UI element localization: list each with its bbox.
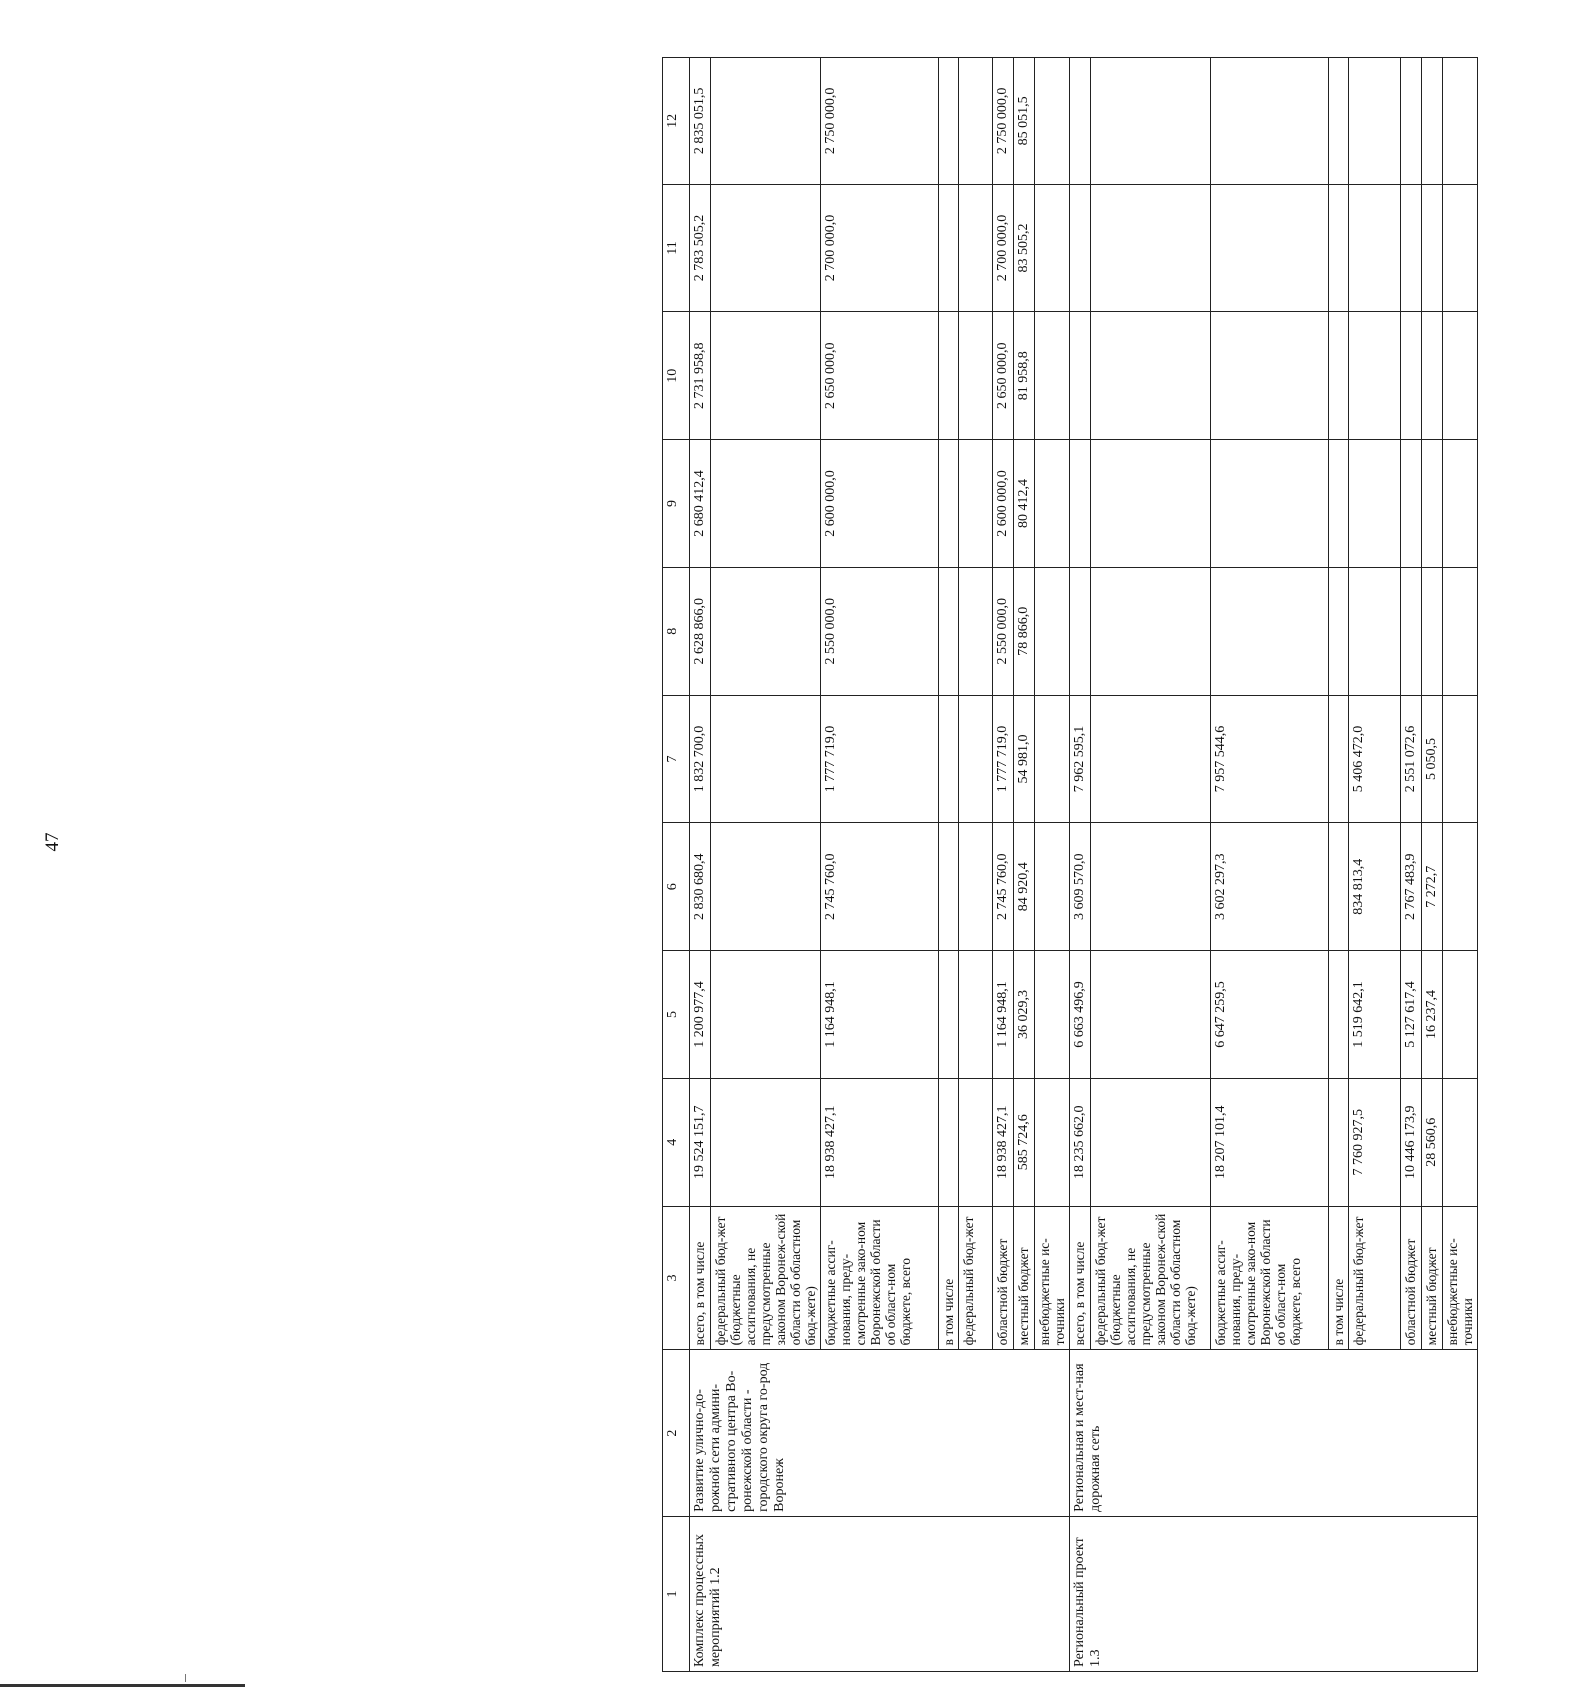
amount-cell bbox=[711, 184, 821, 312]
funding-source-label: федеральный бюд-жет bbox=[959, 1206, 993, 1350]
amount-cell bbox=[1211, 58, 1329, 185]
amount-cell bbox=[1349, 312, 1401, 440]
amount-cell: 28 560,6 bbox=[1422, 1078, 1443, 1206]
amount-cell bbox=[939, 440, 959, 568]
amount-cell bbox=[1443, 1078, 1478, 1206]
amount-cell: 2 551 072,6 bbox=[1401, 695, 1422, 823]
amount-cell bbox=[959, 184, 993, 312]
amount-cell bbox=[1422, 440, 1443, 568]
amount-cell bbox=[1349, 58, 1401, 185]
amount-cell: 2 650 000,0 bbox=[821, 312, 939, 440]
amount-cell: 2 731 958,8 bbox=[690, 312, 711, 440]
amount-cell: 834 813,4 bbox=[1349, 823, 1401, 951]
amount-cell: 7 962 595,1 bbox=[1070, 695, 1091, 823]
funding-source-label: местный бюджет bbox=[1014, 1206, 1035, 1350]
program-item-name: Региональный проект 1.3 bbox=[1070, 1516, 1478, 1671]
amount-cell bbox=[1329, 184, 1349, 312]
amount-cell bbox=[1329, 823, 1349, 951]
funding-source-label: бюджетные ассиг-нования, преду-смотренные зако-ном Воронежской области об област-ном бюджете, всего bbox=[1211, 1206, 1329, 1350]
table-row bbox=[690, 58, 711, 1672]
amount-cell: 85 051,5 bbox=[1014, 58, 1035, 185]
amount-cell bbox=[959, 58, 993, 185]
amount-cell bbox=[1035, 1078, 1070, 1206]
amount-cell: 18 235 662,0 bbox=[1070, 1078, 1091, 1206]
funding-source-label: федеральный бюд-жет (бюджетные ассигнования, не предусмотренные законом Воронеж-ской области об областном бюд-жете) bbox=[711, 1206, 821, 1350]
amount-cell: 585 724,6 bbox=[1014, 1078, 1035, 1206]
program-item-title: Развитие улично-до-рожной сети админи-стративного центра Во-ронежской области - городского округа го-род Воронеж bbox=[690, 1350, 1070, 1517]
amount-cell bbox=[1035, 695, 1070, 823]
header-cell: 12 bbox=[663, 58, 690, 185]
funding-source-label: бюджетные ассиг-нования, преду-смотренные зако-ном Воронежской области об област-ном бюджете, всего bbox=[821, 1206, 939, 1350]
amount-cell bbox=[1091, 823, 1211, 951]
amount-cell bbox=[939, 951, 959, 1079]
amount-cell: 2 750 000,0 bbox=[993, 58, 1014, 185]
amount-cell bbox=[1443, 951, 1478, 1079]
rotated-table-wrapper bbox=[662, 57, 1575, 1672]
amount-cell bbox=[959, 1078, 993, 1206]
amount-cell bbox=[959, 695, 993, 823]
amount-cell bbox=[1035, 312, 1070, 440]
budget-table bbox=[662, 57, 1478, 1672]
amount-cell bbox=[1349, 184, 1401, 312]
amount-cell bbox=[1443, 58, 1478, 185]
amount-cell bbox=[959, 312, 993, 440]
amount-cell bbox=[1443, 184, 1478, 312]
funding-source-label: всего, в том числе bbox=[690, 1206, 711, 1350]
amount-cell bbox=[1422, 184, 1443, 312]
amount-cell bbox=[1091, 58, 1211, 185]
amount-cell: 36 029,3 bbox=[1014, 951, 1035, 1079]
amount-cell bbox=[1329, 951, 1349, 1079]
amount-cell bbox=[1091, 312, 1211, 440]
amount-cell bbox=[939, 823, 959, 951]
amount-cell bbox=[1091, 567, 1211, 695]
program-item-name: Комплекс процессных мероприятий 1.2 bbox=[690, 1516, 1070, 1671]
funding-source-label: федеральный бюд-жет bbox=[1349, 1206, 1401, 1350]
amount-cell bbox=[711, 951, 821, 1079]
amount-cell: 6 663 496,9 bbox=[1070, 951, 1091, 1079]
amount-cell: 2 680 412,4 bbox=[690, 440, 711, 568]
funding-source-label: всего, в том числе bbox=[1070, 1206, 1091, 1350]
amount-cell bbox=[1401, 312, 1422, 440]
amount-cell: 2 550 000,0 bbox=[821, 567, 939, 695]
amount-cell: 78 866,0 bbox=[1014, 567, 1035, 695]
amount-cell: 81 958,8 bbox=[1014, 312, 1035, 440]
header-cell: 5 bbox=[663, 951, 690, 1079]
amount-cell: 80 412,4 bbox=[1014, 440, 1035, 568]
header-cell: 6 bbox=[663, 823, 690, 951]
amount-cell bbox=[1443, 312, 1478, 440]
amount-cell: 2 745 760,0 bbox=[821, 823, 939, 951]
amount-cell bbox=[939, 1078, 959, 1206]
funding-source-label: внебюджетные ис-точники bbox=[1035, 1206, 1070, 1350]
amount-cell: 18 207 101,4 bbox=[1211, 1078, 1329, 1206]
amount-cell bbox=[1035, 184, 1070, 312]
table-row bbox=[1070, 58, 1091, 1672]
header-cell: 9 bbox=[663, 440, 690, 568]
header-cell: 8 bbox=[663, 567, 690, 695]
amount-cell: 6 647 259,5 bbox=[1211, 951, 1329, 1079]
amount-cell bbox=[1070, 184, 1091, 312]
amount-cell: 2 600 000,0 bbox=[993, 440, 1014, 568]
amount-cell bbox=[711, 440, 821, 568]
amount-cell bbox=[959, 567, 993, 695]
amount-cell: 3 602 297,3 bbox=[1211, 823, 1329, 951]
amount-cell: 1 164 948,1 bbox=[993, 951, 1014, 1079]
amount-cell bbox=[1035, 567, 1070, 695]
amount-cell bbox=[1443, 567, 1478, 695]
amount-cell bbox=[939, 695, 959, 823]
amount-cell bbox=[1329, 312, 1349, 440]
header-cell: 10 bbox=[663, 312, 690, 440]
amount-cell bbox=[1070, 312, 1091, 440]
amount-cell bbox=[1329, 58, 1349, 185]
amount-cell: 2 750 000,0 bbox=[821, 58, 939, 185]
funding-source-label: областной бюджет bbox=[993, 1206, 1014, 1350]
amount-cell: 2 835 051,5 bbox=[690, 58, 711, 185]
amount-cell bbox=[1035, 58, 1070, 185]
scan-artifact-tick bbox=[185, 1674, 186, 1682]
header-cell: 2 bbox=[663, 1350, 690, 1517]
amount-cell: 2 783 505,2 bbox=[690, 184, 711, 312]
amount-cell bbox=[1401, 58, 1422, 185]
amount-cell bbox=[711, 1078, 821, 1206]
funding-source-label: федеральный бюд-жет (бюджетные ассигнования, не предусмотренные законом Воронеж-ской области об областном бюд-жете) bbox=[1091, 1206, 1211, 1350]
amount-cell bbox=[1329, 567, 1349, 695]
amount-cell bbox=[1349, 440, 1401, 568]
amount-cell bbox=[1329, 1078, 1349, 1206]
amount-cell bbox=[1401, 567, 1422, 695]
amount-cell: 1 832 700,0 bbox=[690, 695, 711, 823]
amount-cell bbox=[1349, 567, 1401, 695]
amount-cell bbox=[1329, 440, 1349, 568]
table-body bbox=[663, 58, 1478, 1672]
amount-cell bbox=[1443, 823, 1478, 951]
amount-cell: 2 650 000,0 bbox=[993, 312, 1014, 440]
header-cell: 4 bbox=[663, 1078, 690, 1206]
amount-cell bbox=[1091, 695, 1211, 823]
funding-source-label: в том числе bbox=[939, 1206, 959, 1350]
funding-source-label: областной бюджет bbox=[1401, 1206, 1422, 1350]
amount-cell: 10 446 173,9 bbox=[1401, 1078, 1422, 1206]
header-cell: 11 bbox=[663, 184, 690, 312]
amount-cell bbox=[711, 695, 821, 823]
amount-cell: 84 920,4 bbox=[1014, 823, 1035, 951]
amount-cell bbox=[1211, 312, 1329, 440]
amount-cell bbox=[959, 823, 993, 951]
amount-cell bbox=[711, 58, 821, 185]
funding-source-label: в том числе bbox=[1329, 1206, 1349, 1350]
amount-cell: 16 237,4 bbox=[1422, 951, 1443, 1079]
amount-cell bbox=[711, 823, 821, 951]
program-item-title: Региональная и мест-ная дорожная сеть bbox=[1070, 1350, 1478, 1517]
amount-cell: 2 600 000,0 bbox=[821, 440, 939, 568]
amount-cell: 1 200 977,4 bbox=[690, 951, 711, 1079]
amount-cell: 2 830 680,4 bbox=[690, 823, 711, 951]
amount-cell: 1 519 642,1 bbox=[1349, 951, 1401, 1079]
amount-cell: 1 164 948,1 bbox=[821, 951, 939, 1079]
amount-cell bbox=[1401, 440, 1422, 568]
amount-cell: 2 628 866,0 bbox=[690, 567, 711, 695]
amount-cell bbox=[939, 58, 959, 185]
amount-cell bbox=[1443, 440, 1478, 568]
amount-cell bbox=[939, 567, 959, 695]
amount-cell bbox=[959, 951, 993, 1079]
funding-source-label: местный бюджет bbox=[1422, 1206, 1443, 1350]
amount-cell: 2 745 760,0 bbox=[993, 823, 1014, 951]
amount-cell bbox=[1070, 58, 1091, 185]
amount-cell bbox=[1091, 951, 1211, 1079]
header-cell: 7 bbox=[663, 695, 690, 823]
amount-cell bbox=[959, 440, 993, 568]
amount-cell: 2 700 000,0 bbox=[993, 184, 1014, 312]
funding-source-label: внебюджетные ис-точники bbox=[1443, 1206, 1478, 1350]
page-number: 47 bbox=[42, 832, 63, 852]
amount-cell: 83 505,2 bbox=[1014, 184, 1035, 312]
amount-cell bbox=[1070, 440, 1091, 568]
scan-artifact-line bbox=[0, 1684, 245, 1687]
amount-cell bbox=[1091, 440, 1211, 568]
amount-cell: 5 406 472,0 bbox=[1349, 695, 1401, 823]
amount-cell: 54 981,0 bbox=[1014, 695, 1035, 823]
amount-cell bbox=[1211, 184, 1329, 312]
amount-cell bbox=[1035, 440, 1070, 568]
amount-cell bbox=[1401, 184, 1422, 312]
amount-cell bbox=[1091, 1078, 1211, 1206]
amount-cell bbox=[1211, 567, 1329, 695]
amount-cell bbox=[1443, 695, 1478, 823]
amount-cell: 5 050,5 bbox=[1422, 695, 1443, 823]
amount-cell bbox=[1422, 58, 1443, 185]
amount-cell bbox=[711, 312, 821, 440]
amount-cell: 19 524 151,7 bbox=[690, 1078, 711, 1206]
header-cell: 3 bbox=[663, 1206, 690, 1350]
amount-cell bbox=[1329, 695, 1349, 823]
header-row bbox=[663, 58, 690, 1672]
amount-cell bbox=[1035, 823, 1070, 951]
amount-cell bbox=[1091, 184, 1211, 312]
amount-cell bbox=[939, 184, 959, 312]
amount-cell: 7 272,7 bbox=[1422, 823, 1443, 951]
amount-cell bbox=[1070, 567, 1091, 695]
amount-cell: 3 609 570,0 bbox=[1070, 823, 1091, 951]
amount-cell: 2 700 000,0 bbox=[821, 184, 939, 312]
amount-cell: 5 127 617,4 bbox=[1401, 951, 1422, 1079]
amount-cell bbox=[1422, 312, 1443, 440]
amount-cell: 18 938 427,1 bbox=[821, 1078, 939, 1206]
amount-cell bbox=[1211, 440, 1329, 568]
amount-cell: 1 777 719,0 bbox=[821, 695, 939, 823]
amount-cell: 18 938 427,1 bbox=[993, 1078, 1014, 1206]
amount-cell bbox=[1422, 567, 1443, 695]
amount-cell: 1 777 719,0 bbox=[993, 695, 1014, 823]
amount-cell bbox=[711, 567, 821, 695]
amount-cell: 2 767 483,9 bbox=[1401, 823, 1422, 951]
header-cell: 1 bbox=[663, 1516, 690, 1671]
amount-cell: 7 957 544,6 bbox=[1211, 695, 1329, 823]
amount-cell: 2 550 000,0 bbox=[993, 567, 1014, 695]
amount-cell bbox=[939, 312, 959, 440]
amount-cell: 7 760 927,5 bbox=[1349, 1078, 1401, 1206]
amount-cell bbox=[1035, 951, 1070, 1079]
